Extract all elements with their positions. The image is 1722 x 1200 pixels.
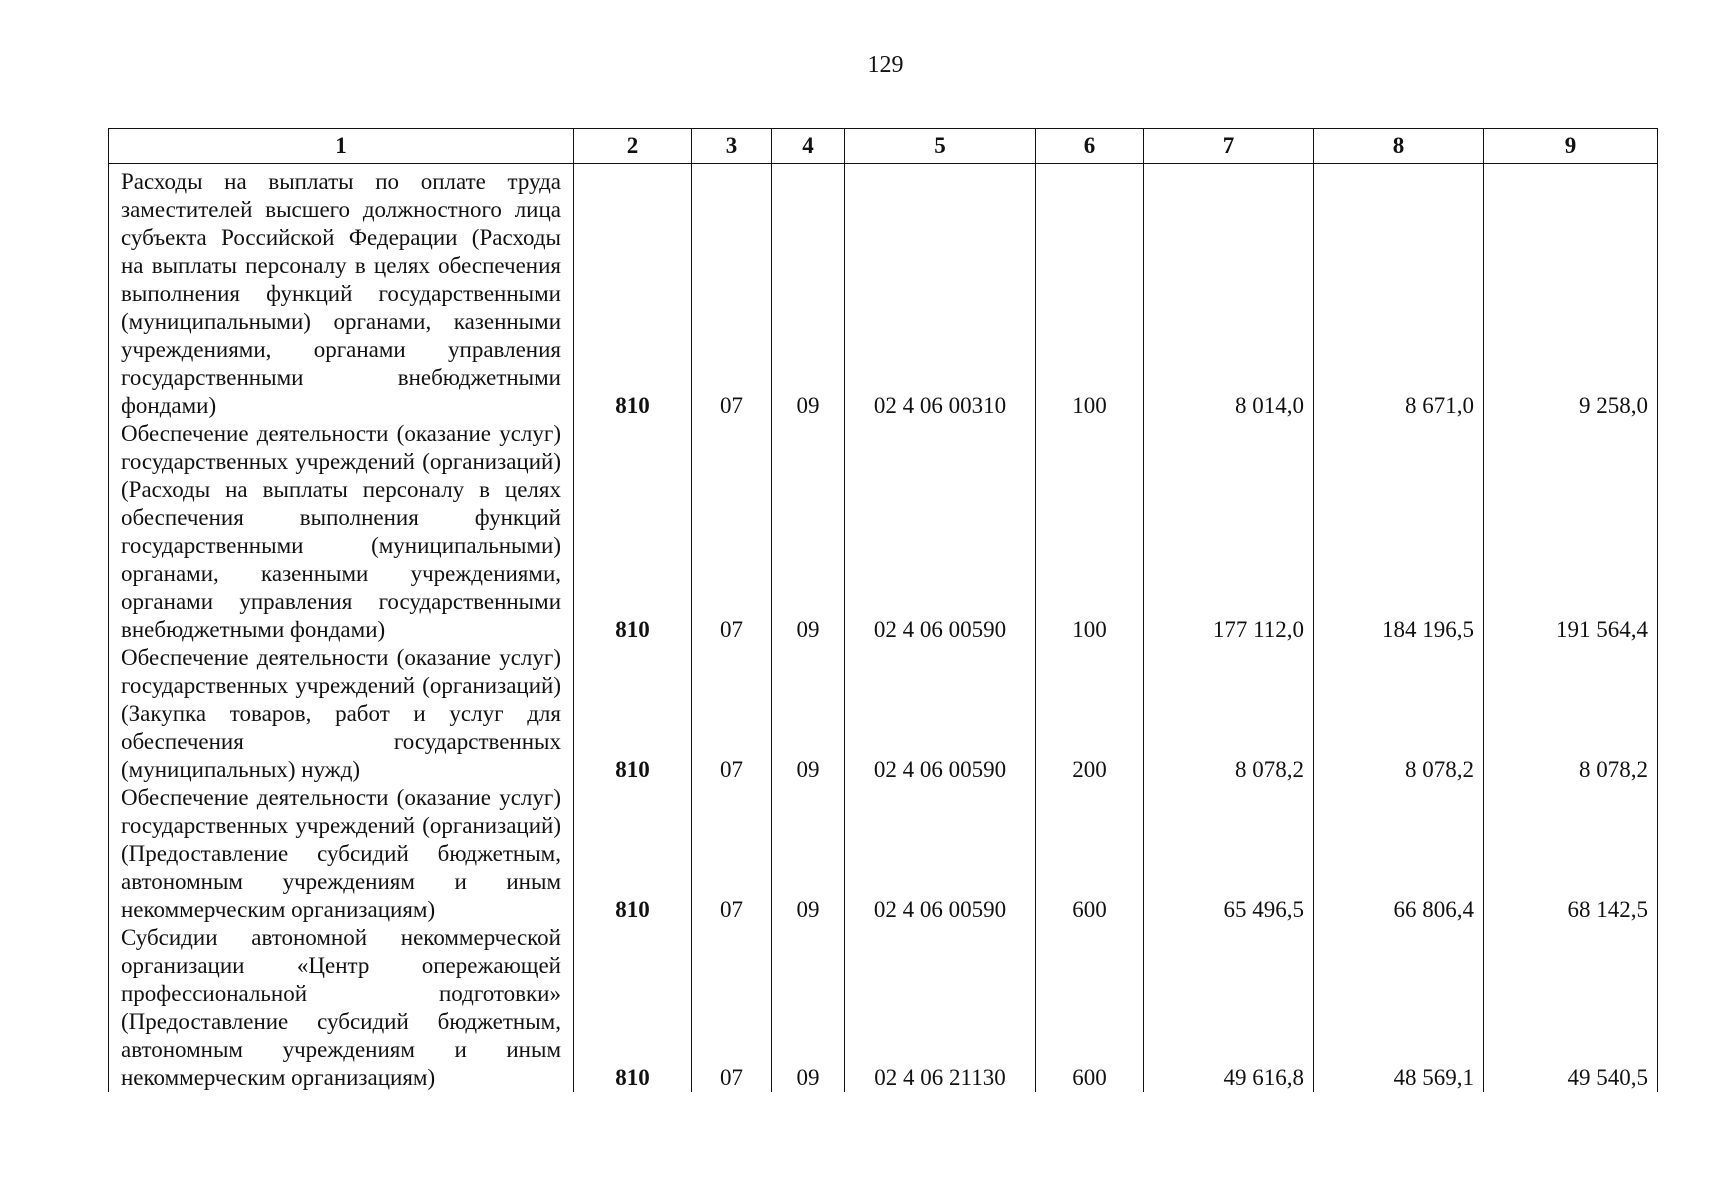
cell-col-3: 07 — [692, 644, 772, 784]
cell-col-2: 810 — [574, 644, 692, 784]
row-description: Субсидии автономной некоммерческой организации «Центр опережающей профессиональной подготовки» (Предоставление субсидий бюджетным, автономным учреждениям и иным некоммерческим организациям) — [109, 924, 574, 1092]
cell-col-8: 184 196,5 — [1314, 420, 1484, 644]
cell-col-3: 07 — [692, 924, 772, 1092]
header-col-1: 1 — [109, 129, 574, 164]
cell-col-3: 07 — [692, 164, 772, 421]
cell-col-8: 48 569,1 — [1314, 924, 1484, 1092]
cell-col-8: 66 806,4 — [1314, 784, 1484, 924]
header-col-7: 7 — [1144, 129, 1314, 164]
cell-col-8: 8 671,0 — [1314, 164, 1484, 421]
cell-col-9: 9 258,0 — [1484, 164, 1658, 421]
table-row — [109, 420, 1658, 644]
header-col-6: 6 — [1036, 129, 1144, 164]
cell-col-5: 02 4 06 00590 — [845, 784, 1036, 924]
cell-col-4: 09 — [772, 644, 845, 784]
page-number: 129 — [867, 52, 904, 78]
row-description: Обеспечение деятельности (оказание услуг) государственных учреждений (организаций) (Закупка товаров, работ и услуг для обеспечения государственных (муниципальных) нужд) — [109, 644, 574, 784]
budget-table — [108, 128, 1658, 1092]
cell-col-9: 68 142,5 — [1484, 784, 1658, 924]
header-col-2: 2 — [574, 129, 692, 164]
budget-table-container — [108, 128, 1657, 1092]
cell-col-3: 07 — [692, 784, 772, 924]
table-row — [109, 784, 1658, 924]
cell-col-9: 49 540,5 — [1484, 924, 1658, 1092]
row-description: Обеспечение деятельности (оказание услуг) государственных учреждений (организаций) (Расходы на выплаты персоналу в целях обеспечения выполнения функций государственными (муниципальными) органами, казенными учреждениями, органами управления государственными внебюджетными фондами) — [109, 420, 574, 644]
table-row — [109, 164, 1658, 421]
cell-col-5: 02 4 06 00590 — [845, 420, 1036, 644]
cell-col-6: 100 — [1036, 420, 1144, 644]
cell-col-5: 02 4 06 00590 — [845, 644, 1036, 784]
cell-col-7: 49 616,8 — [1144, 924, 1314, 1092]
header-col-8: 8 — [1314, 129, 1484, 164]
cell-col-6: 100 — [1036, 164, 1144, 421]
row-description: Расходы на выплаты по оплате труда заместителей высшего должностного лица субъекта Российской Федерации (Расходы на выплаты персоналу в целях обеспечения выполнения функций государственными (муниципальными) органами, казенными учреждениями, органами управления государственными внебюджетными фондами) — [109, 164, 574, 421]
cell-col-2: 810 — [574, 924, 692, 1092]
cell-col-4: 09 — [772, 784, 845, 924]
cell-col-6: 600 — [1036, 924, 1144, 1092]
cell-col-2: 810 — [574, 164, 692, 421]
cell-col-9: 8 078,2 — [1484, 644, 1658, 784]
cell-col-2: 810 — [574, 420, 692, 644]
header-col-4: 4 — [772, 129, 845, 164]
header-col-5: 5 — [845, 129, 1036, 164]
cell-col-5: 02 4 06 00310 — [845, 164, 1036, 421]
cell-col-3: 07 — [692, 420, 772, 644]
header-col-3: 3 — [692, 129, 772, 164]
cell-col-5: 02 4 06 21130 — [845, 924, 1036, 1092]
cell-col-7: 177 112,0 — [1144, 420, 1314, 644]
cell-col-6: 200 — [1036, 644, 1144, 784]
cell-col-4: 09 — [772, 420, 845, 644]
cell-col-7: 8 014,0 — [1144, 164, 1314, 421]
cell-col-8: 8 078,2 — [1314, 644, 1484, 784]
cell-col-9: 191 564,4 — [1484, 420, 1658, 644]
table-row — [109, 644, 1658, 784]
cell-col-7: 8 078,2 — [1144, 644, 1314, 784]
header-row — [109, 129, 1658, 164]
row-description: Обеспечение деятельности (оказание услуг) государственных учреждений (организаций) (Предоставление субсидий бюджетным, автономным учреждениям и иным некоммерческим организациям) — [109, 784, 574, 924]
cell-col-2: 810 — [574, 784, 692, 924]
cell-col-7: 65 496,5 — [1144, 784, 1314, 924]
cell-col-6: 600 — [1036, 784, 1144, 924]
cell-col-4: 09 — [772, 164, 845, 421]
header-col-9: 9 — [1484, 129, 1658, 164]
table-row — [109, 924, 1658, 1092]
cell-col-4: 09 — [772, 924, 845, 1092]
